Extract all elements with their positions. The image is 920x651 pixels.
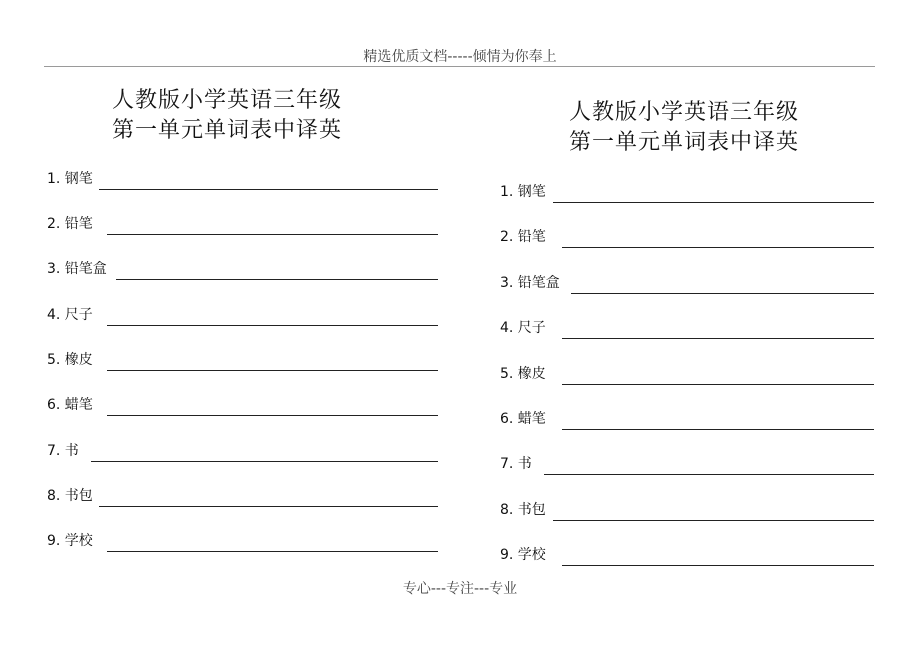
answer-line [553,520,874,521]
vocab-label: 3. 铅笔盒 [47,261,107,277]
answer-line [116,279,438,280]
vocab-row [500,499,874,521]
answer-line [562,247,874,248]
page-header-text: 精选优质文档-----倾情为你奉上 [363,49,557,65]
vocab-row [500,453,874,475]
vocab-label: 4. 尺子 [47,307,93,323]
vocab-row [47,440,438,462]
vocab-label: 6. 蜡笔 [47,397,93,413]
vocab-row [500,408,874,430]
vocab-label: 8. 书包 [500,502,546,518]
worksheet-title [97,86,357,146]
vocab-label: 9. 学校 [47,533,93,549]
vocab-row [47,394,438,416]
vocab-label: 5. 橡皮 [500,366,546,382]
vocab-row [500,363,874,385]
vocab-row [500,226,874,248]
answer-line [571,293,874,294]
answer-line [553,202,874,203]
worksheet-title-line2: 第一单元单词表中译英 [111,118,342,143]
answer-line [562,384,874,385]
vocab-row [47,304,438,326]
vocab-row [47,258,438,280]
vocab-row [47,349,438,371]
answer-line [562,338,874,339]
worksheet-title-line1: 人教版小学英语三年级 [111,88,342,113]
vocab-row [500,544,874,566]
vocab-label: 5. 橡皮 [47,352,93,368]
vocab-label: 4. 尺子 [500,320,546,336]
answer-line [562,429,874,430]
vocab-label: 6. 蜡笔 [500,411,546,427]
vocab-row [47,213,438,235]
answer-line [107,234,438,235]
vocab-label: 1. 钢笔 [47,171,93,187]
header-divider [44,66,875,67]
vocab-label: 7. 书 [500,456,532,472]
vocab-row [47,485,438,507]
answer-line [107,551,438,552]
answer-line [91,461,438,462]
vocab-label: 1. 钢笔 [500,184,546,200]
answer-line [99,506,438,507]
vocab-row [500,317,874,339]
vocab-row [500,272,874,294]
worksheet-title-line1: 人教版小学英语三年级 [568,100,799,125]
answer-line [107,415,438,416]
answer-line [544,474,874,475]
vocab-label: 2. 铅笔 [47,216,93,232]
vocab-row [500,181,874,203]
vocab-row [47,168,438,190]
vocab-label: 9. 学校 [500,547,546,563]
worksheet-title-line2: 第一单元单词表中译英 [568,130,799,155]
vocab-label: 7. 书 [47,443,79,459]
vocab-label: 8. 书包 [47,488,93,504]
answer-line [107,370,438,371]
answer-line [562,565,874,566]
worksheet-title [534,98,834,158]
answer-line [107,325,438,326]
vocab-label: 2. 铅笔 [500,229,546,245]
vocab-row [47,530,438,552]
vocab-label: 3. 铅笔盒 [500,275,560,291]
page-footer-text: 专心---专注---专业 [402,581,518,597]
answer-line [99,189,438,190]
